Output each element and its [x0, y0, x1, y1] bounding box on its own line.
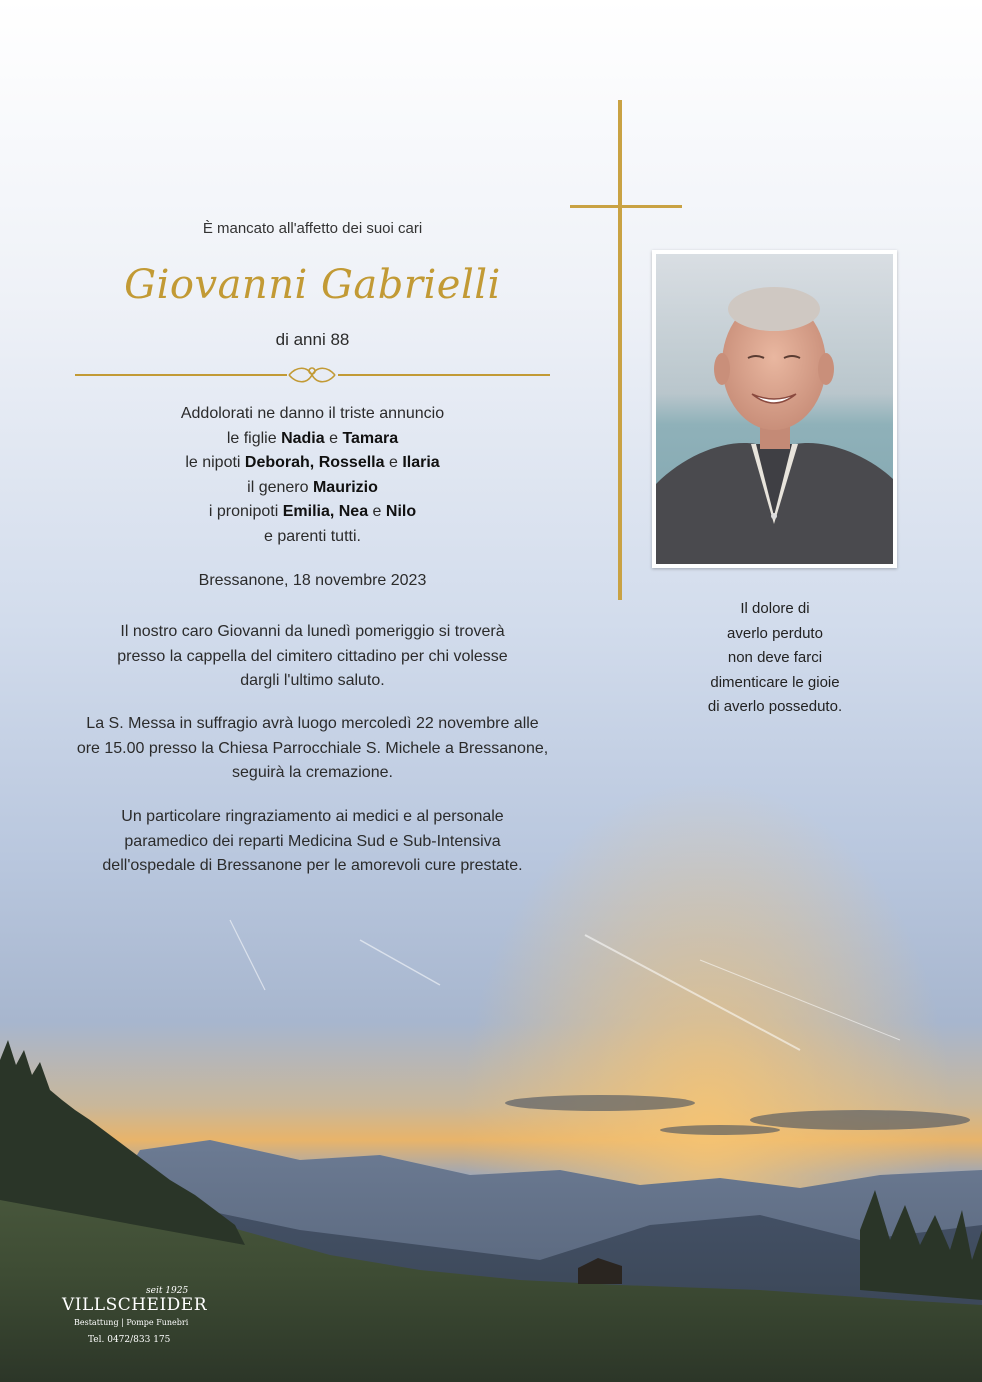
quote-line: Il dolore di: [740, 600, 810, 617]
mourner-line: [75, 451, 550, 476]
logo-subtitle: Bestattung | Pompe Funebri: [74, 1318, 189, 1327]
mourner-name: Emilia, Nea: [282, 503, 369, 520]
quote-line: dimenticare le gioie: [710, 673, 840, 691]
mourner-line: [75, 525, 550, 550]
paragraph-line: dargli l'ultimo saluto.: [240, 672, 385, 689]
mourner-name: Nadia: [281, 429, 325, 447]
paragraph-line: paramedico dei reparti Medicina Sud e Sub-Intensiva: [124, 832, 501, 850]
logo-brand: VILLSCHEIDER: [62, 1295, 208, 1315]
paragraph-visitation: [60, 620, 565, 694]
paragraph-line: ore 15.00 presso la Chiesa Parrocchiale S. Michele a Bressanone,: [76, 739, 549, 757]
quote-line: di averlo posseduto.: [707, 698, 843, 715]
paragraph-thanks: [60, 805, 565, 879]
paragraph-mass: [60, 712, 565, 786]
portrait-frame: [652, 250, 897, 568]
mourner-line: [75, 476, 550, 501]
mourner-text: i pronipoti: [208, 503, 283, 520]
logo-since: seit 1925: [146, 1286, 189, 1296]
mourner-text: e: [384, 454, 403, 471]
quote-line: averlo perduto: [727, 624, 823, 642]
mourner-name: Ilaria: [402, 454, 440, 471]
paragraph-line: Il nostro caro Giovanni da lunedì pomeriggio si troverà: [120, 623, 505, 640]
place-and-date: Bressanone, 18 novembre 2023: [198, 572, 427, 589]
mourner-name: Deborah, Rossella: [244, 454, 385, 471]
mourner-line: [75, 427, 550, 452]
mourner-line: [75, 500, 550, 525]
mourner-text: e: [324, 429, 343, 447]
intro-line: È mancato all'affetto dei suoi cari: [202, 220, 423, 237]
paragraph-line: dell'ospedale di Bressanone per le amorevoli cure prestate.: [102, 857, 523, 874]
deceased-name: Giovanni Gabrielli: [124, 262, 501, 308]
mourner-text: Addolorati ne danno il triste annuncio: [180, 405, 445, 422]
mourner-line: [75, 402, 550, 427]
mourner-name: Nilo: [385, 503, 417, 520]
mourner-text: il genero: [247, 478, 313, 496]
quote-line: non deve farci: [727, 649, 823, 666]
mourner-name: Tamara: [342, 429, 399, 447]
portrait-photo: [656, 254, 893, 564]
mourner-text: e parenti tutti.: [264, 527, 361, 545]
paragraph-line: presso la cappella del cimitero cittadino per chi volesse: [117, 647, 508, 665]
logo-phone: Tel. 0472/833 175: [88, 1335, 171, 1345]
mourner-text: e: [368, 503, 386, 520]
mourner-text: le nipoti: [185, 454, 245, 471]
mourner-text: le figlie: [226, 429, 282, 447]
deceased-age: di anni 88: [275, 330, 350, 349]
memorial-quote: [660, 597, 890, 720]
ornament-divider-icon: [75, 362, 550, 386]
mourners-list: [75, 402, 550, 549]
paragraph-line: Un particolare ringraziamento ai medici e al personale: [121, 808, 504, 825]
paragraph-line: La S. Messa in suffragio avrà luogo mercoledì 22 novembre alle: [86, 715, 539, 732]
paragraph-line: seguirà la cremazione.: [232, 764, 393, 781]
mourner-name: Maurizio: [312, 478, 378, 496]
